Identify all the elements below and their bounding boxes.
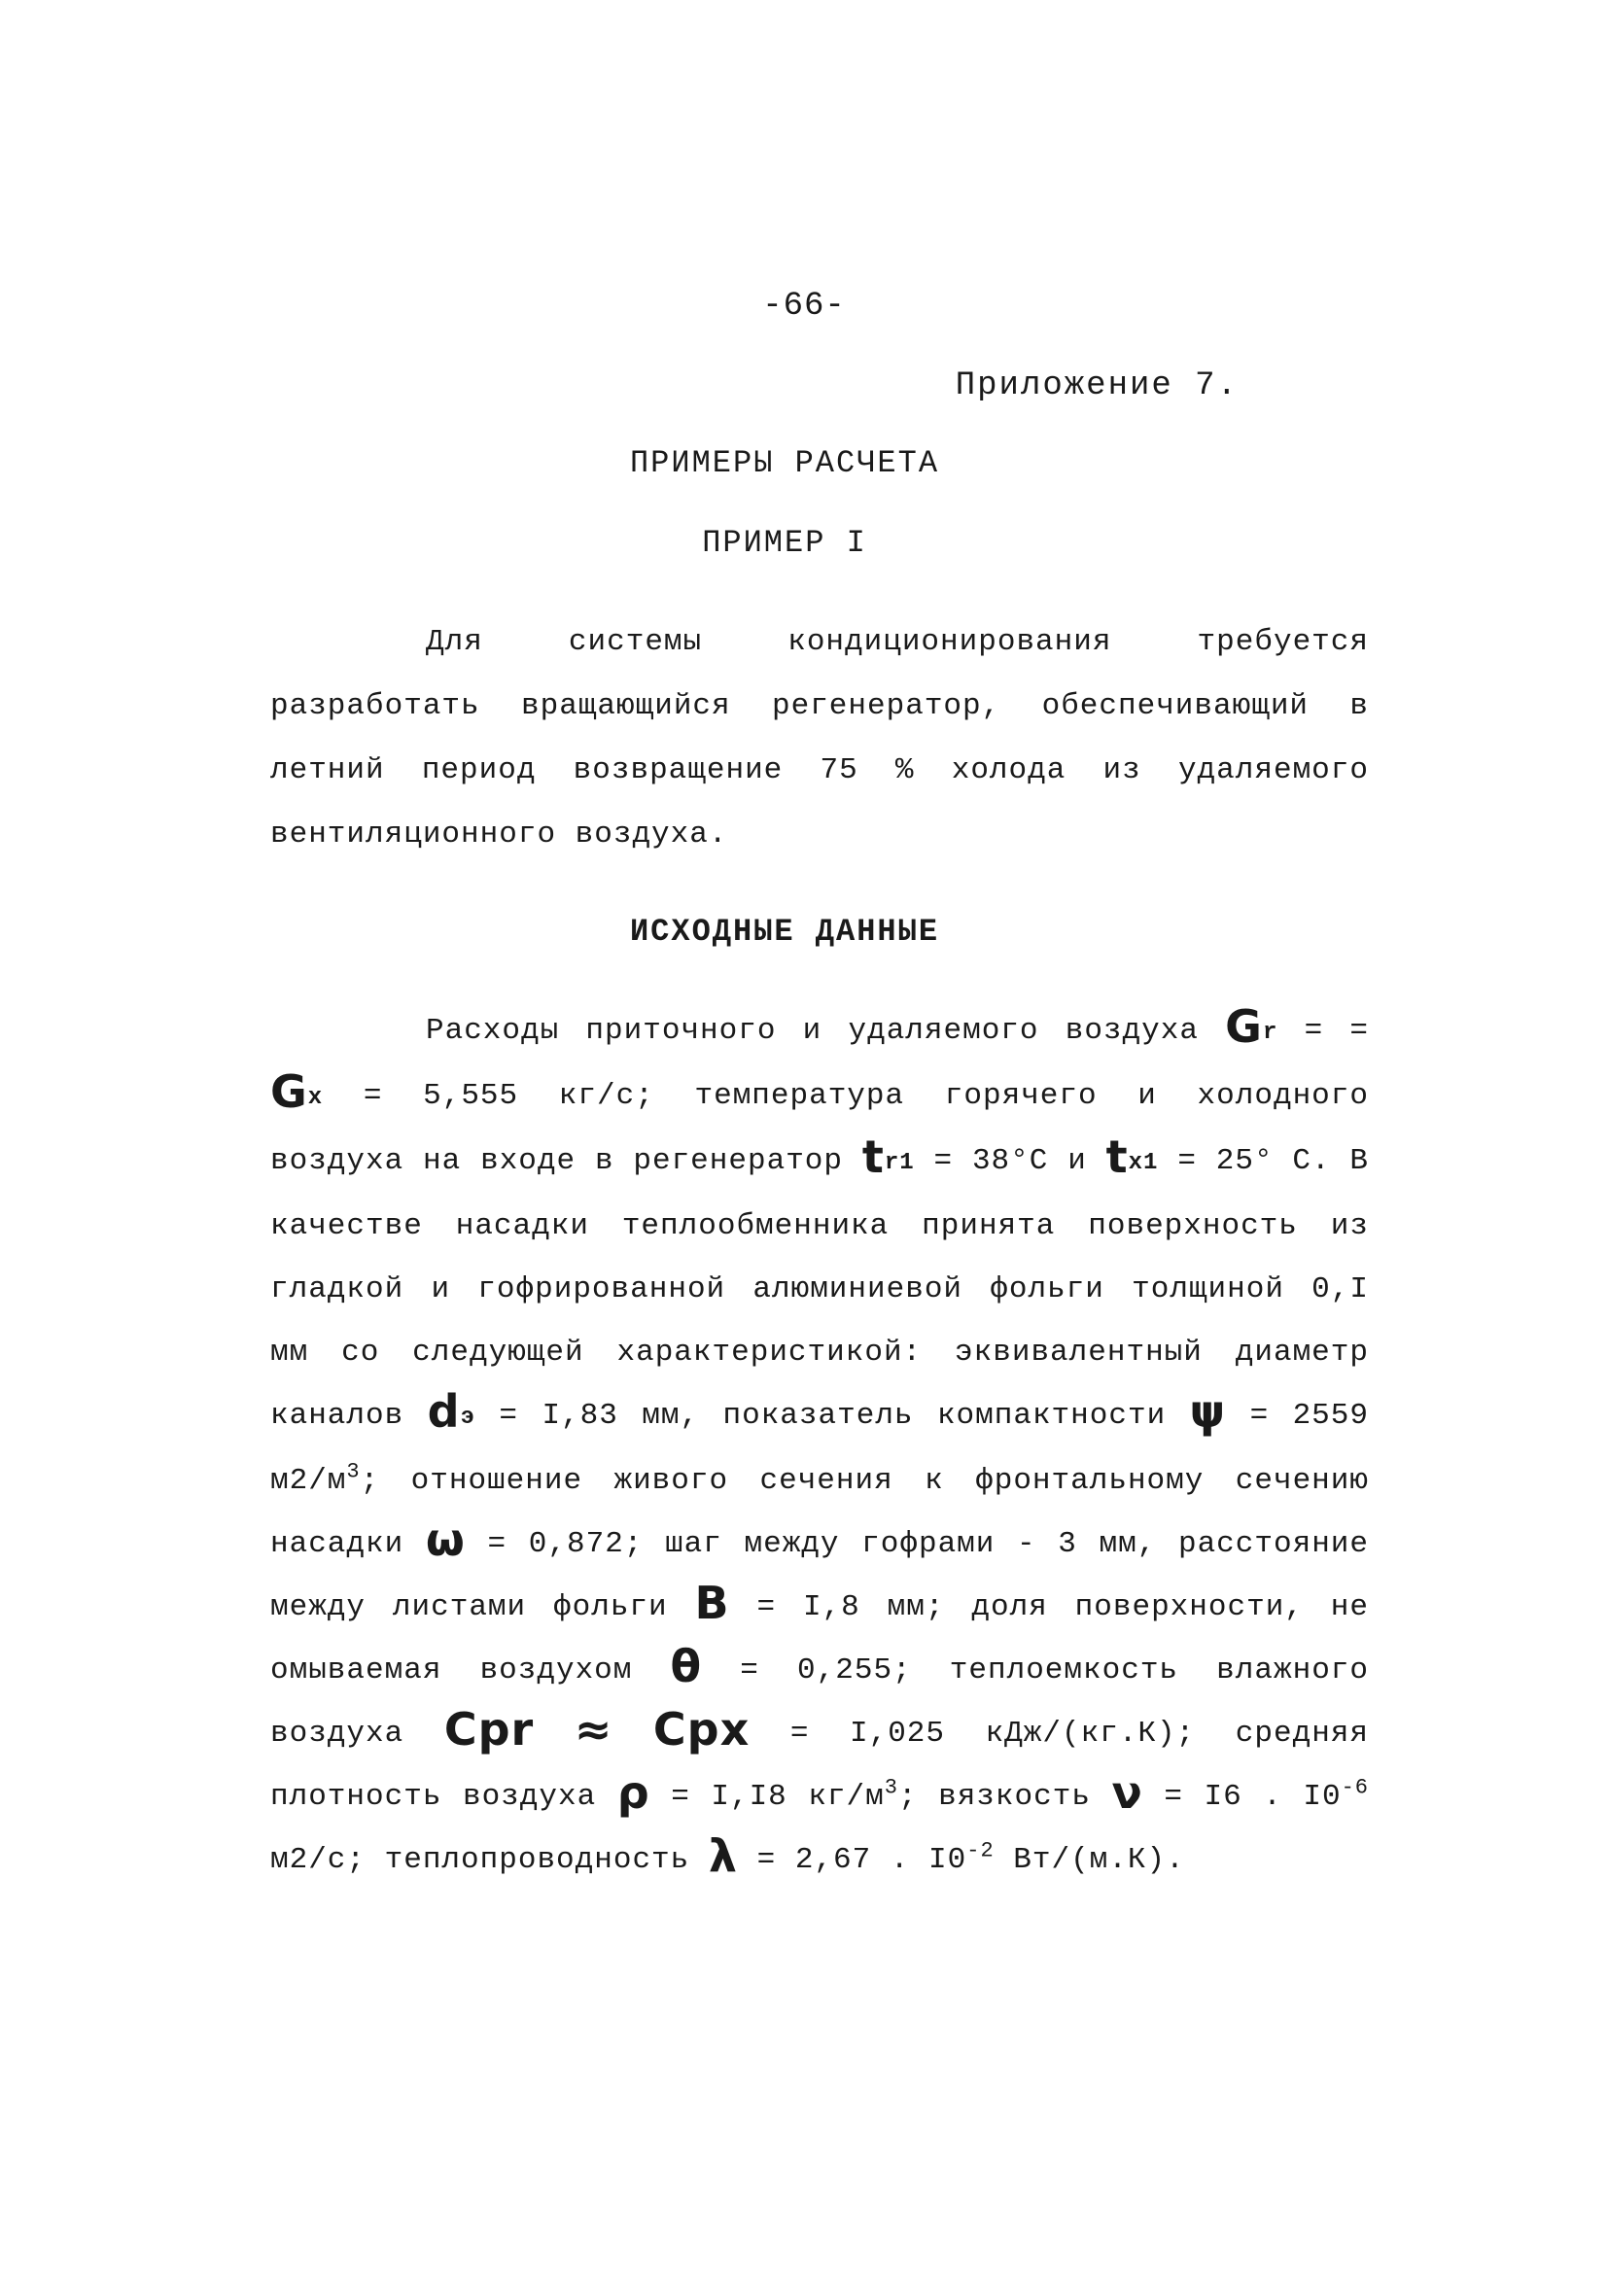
intro-paragraph [270, 610, 1369, 867]
symbol-t: t [1105, 1131, 1129, 1183]
symbol-omega: ω [425, 1513, 466, 1566]
symbol-G: G [1225, 1000, 1263, 1053]
symbol-nu: ν [1111, 1766, 1143, 1819]
symbol-rho: ρ [616, 1766, 650, 1819]
text-pitch: = 0,872; шаг между гофрами - 3 мм, расстояние между листами фольги [270, 1527, 1370, 1624]
symbol-approx: ≈ [574, 1703, 613, 1756]
superscript-3: 3 [346, 1459, 361, 1484]
symbol-B: B [694, 1577, 730, 1629]
superscript-minus-2: -2 [966, 1838, 995, 1863]
symbol-d: d [427, 1385, 461, 1438]
text-heat-capacity: = I,025 кДж/(кг.К); средняя плотность воздуха [270, 1717, 1370, 1814]
equals-sign: = [1349, 1014, 1369, 1048]
text-flow-rates: Расходы приточного и удаляемого воздуха [426, 1014, 1199, 1048]
text-diameter: = I,83 мм, показатель компактности [499, 1399, 1167, 1433]
symbol-cpr: Cpr [443, 1703, 535, 1756]
text-free-section: ; отношение живого сечения к фронтальному сечению насадки [270, 1464, 1369, 1561]
symbol-cpx: Cpx [652, 1703, 751, 1756]
text-surface-desc: = 25° С. В качестве насадки теплообменника принята поверхность из гладкой и гофрированной алюминиевой фольги толщиной 0,I мм со следующей характеристикой: эквивалентный диаметр каналов [270, 1144, 1370, 1433]
intro-text: Для системы кондиционирования требуется разработать вращающийся регенератор, обеспечивающий в летний период возвращение 75 % холода из удаляемого вентиляционного воздуха. [270, 625, 1369, 852]
appendix-label: Приложение 7. [955, 367, 1239, 404]
text-hot-temp: = 38°С и [933, 1144, 1087, 1178]
text-fraction: = 0,255; теплоемкость влажного воздуха [270, 1653, 1369, 1751]
text-viscosity-label: ; вязкость [897, 1780, 1091, 1814]
source-data-paragraph [270, 999, 1369, 1892]
symbol-G: G [270, 1065, 308, 1118]
text-compactness: = 2559 м2/м [270, 1399, 1369, 1498]
text-conductivity: = 2,67 . I0 [756, 1843, 967, 1877]
heading-examples: ПРИМЕРЫ РАСЧЕТА [629, 445, 940, 481]
equals-sign: = [1304, 1014, 1324, 1048]
subscript-e: э [460, 1405, 475, 1431]
text-viscosity: = I6 . I0 [1164, 1780, 1342, 1814]
text-conductivity-unit: Вт/(м.К). [1013, 1843, 1185, 1877]
text-conductivity-label: м2/с; теплопроводность [270, 1843, 690, 1877]
symbol-theta: θ [670, 1640, 703, 1692]
symbol-lambda: λ [708, 1829, 738, 1882]
heading-example-1: ПРИМЕР I [702, 525, 867, 561]
page-number: -66- [762, 288, 846, 325]
text-spacing: = I,8 мм; доля поверхности, не омываемая воздухом [270, 1590, 1369, 1687]
text-flow-value: = 5,555 кг/с; температура горячего и холодного воздуха на входе в регенератор [270, 1079, 1369, 1178]
subscript-x: x [307, 1085, 324, 1111]
subscript-x1: x1 [1128, 1150, 1159, 1176]
superscript-minus-6: -6 [1341, 1775, 1370, 1800]
symbol-psi: ψ [1189, 1385, 1227, 1438]
text-density: = I,I8 кг/м [671, 1780, 885, 1814]
superscript-3: 3 [884, 1775, 898, 1800]
subscript-r: r [1262, 1020, 1278, 1046]
symbol-t: t [861, 1131, 885, 1183]
subscript-r1: r1 [884, 1150, 915, 1176]
heading-source-data: ИСХОДНЫЕ ДАННЫЕ [629, 914, 940, 950]
